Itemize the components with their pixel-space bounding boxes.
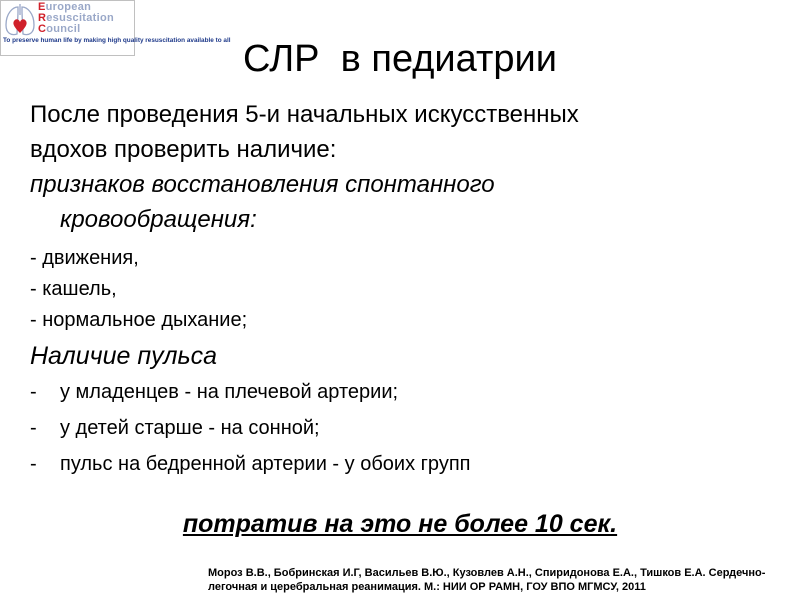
list-dash: - <box>30 417 37 439</box>
logo-tagline: To preserve human life by making high quality resuscitation available to all <box>3 37 231 44</box>
slide-content <box>30 97 780 482</box>
pulse-list-item <box>30 410 780 446</box>
slide-title: СЛР в педиатрии <box>243 38 557 80</box>
list-dash: - <box>30 453 37 475</box>
pulse-heading: Наличие пульса <box>30 342 217 370</box>
pulse-list-item <box>30 374 780 410</box>
signs-heading-line-1: признаков восстановления спонтанного <box>30 171 495 198</box>
list-dash: - <box>30 381 37 403</box>
signs-list-item: - нормальное дыхание; <box>30 309 248 331</box>
time-limit-emphasis: потратив на это не более 10 сек. <box>182 510 618 538</box>
signs-list <box>30 243 780 336</box>
pulse-item-text: пульс на бедренной артерии - у обоих групп <box>60 453 471 475</box>
pulse-list-item <box>30 446 780 482</box>
signs-list-item: - движения, <box>30 247 139 269</box>
intro-line-1: После проведения 5-и начальных искусственных <box>30 101 579 128</box>
signs-heading <box>30 167 780 237</box>
pulse-item-text: у младенцев - на плечевой артерии; <box>60 381 399 403</box>
pulse-item-text: у детей старше - на сонной; <box>60 417 320 439</box>
pulse-list <box>30 374 780 482</box>
reference-citation: Мороз В.В., Бобринская И.Г, Васильев В.Ю., Кузовлев А.Н., Спиридонова Е.А., Тишков Е.А. Сердечно-легочная и церебральная реанимация. М.: НИИ ОР РАМН, ГОУ ВПО МГМСУ, 2011 <box>208 567 766 593</box>
intro-line-2: вдохов проверить наличие: <box>30 136 337 163</box>
signs-heading-line-2: кровообращения: <box>60 206 257 233</box>
logo-wordmark: European Resuscitation Council <box>38 1 115 35</box>
signs-list-item: - кашель, <box>30 278 117 300</box>
